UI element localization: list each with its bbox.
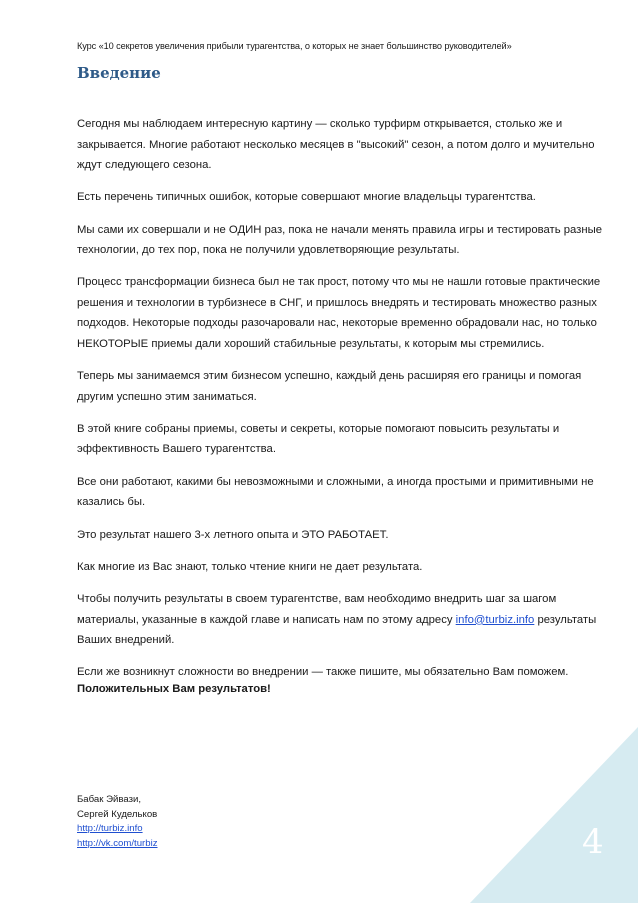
paragraph-2: Есть перечень типичных ошибок, которые совершают многие владельцы турагентства. (77, 191, 536, 204)
paragraph-support: Если же возникнут сложности во внедрении — также пишите, мы обязательно Вам поможем. (77, 666, 569, 679)
page-number: 4 (582, 822, 604, 862)
paragraph-3: Мы сами их совершали и не ОДИН раз, пока не начали менять правила игры и тестировать разные технологии, до тех пор, пока не получили удовлетворяющие результаты. (77, 223, 602, 257)
paragraph-8: Это результат нашего 3-х летного опыта и ЭТО РАБОТАЕТ. (77, 528, 389, 541)
contact-text-after: результаты Ваших внедрений. (77, 613, 597, 647)
running-header: Курс «10 секретов увеличения прибыли турагентства, о которых не знает большинство руководителей» (77, 41, 512, 51)
paragraph-contact (77, 589, 602, 651)
paragraph-5: Теперь мы занимаемся этим бизнесом успешно, каждый день расширяя его границы и помогая другим успешно этим заниматься. (77, 370, 582, 403)
vk-link[interactable]: http://vk.com/turbiz (77, 837, 158, 849)
authors-block (77, 793, 158, 851)
email-link[interactable]: info@turbiz.info (455, 613, 535, 626)
paragraph-9: Как многие из Вас знают, только чтение книги не дает результата. (77, 560, 423, 573)
corner-decoration (470, 727, 638, 903)
author-name-1: Бабак Эйвази, (77, 794, 141, 805)
closing-line: Положительных Вам результатов! (77, 683, 271, 695)
paragraph-6: В этой книге собраны приемы, советы и секреты, которые помогают повысить результаты и эффективность Вашего турагентства. (77, 422, 560, 456)
section-title: Введение (77, 64, 161, 82)
body-text (77, 114, 602, 695)
contact-text-before: Чтобы получить результаты в своем турагентстве, вам необходимо внедрить шаг за шагом материалы, указанные в каждой главе и написать нам по этому адресу (77, 593, 557, 626)
paragraph-4: Процесс трансформации бизнеса был не так прост, потому что мы не нашли готовые практические решения и технологии в турбизнесе в СНГ, и пришлось внедрять и тестировать множество разных подходов. Некоторые подходы разочаровали нас, некоторые временно обрадовали нас, но только НЕКОТОРЫЕ приемы дали хороший стабильные результаты, к которым мы стремились. (77, 276, 601, 350)
author-name-2: Сергей Кудельков (77, 808, 158, 820)
website-link[interactable]: http://turbiz.info (77, 823, 143, 834)
paragraph-1: Сегодня мы наблюдаем интересную картину — сколько турфирм открывается, столько же и закрывается. Многие работают несколько месяцев в "высокий" сезон, а потом долго и мучительно ждут следующего сезона. (77, 118, 595, 171)
paragraph-7: Все они работают, какими бы невозможными и сложными, а иногда простыми и примитивными не казались бы. (77, 475, 594, 509)
